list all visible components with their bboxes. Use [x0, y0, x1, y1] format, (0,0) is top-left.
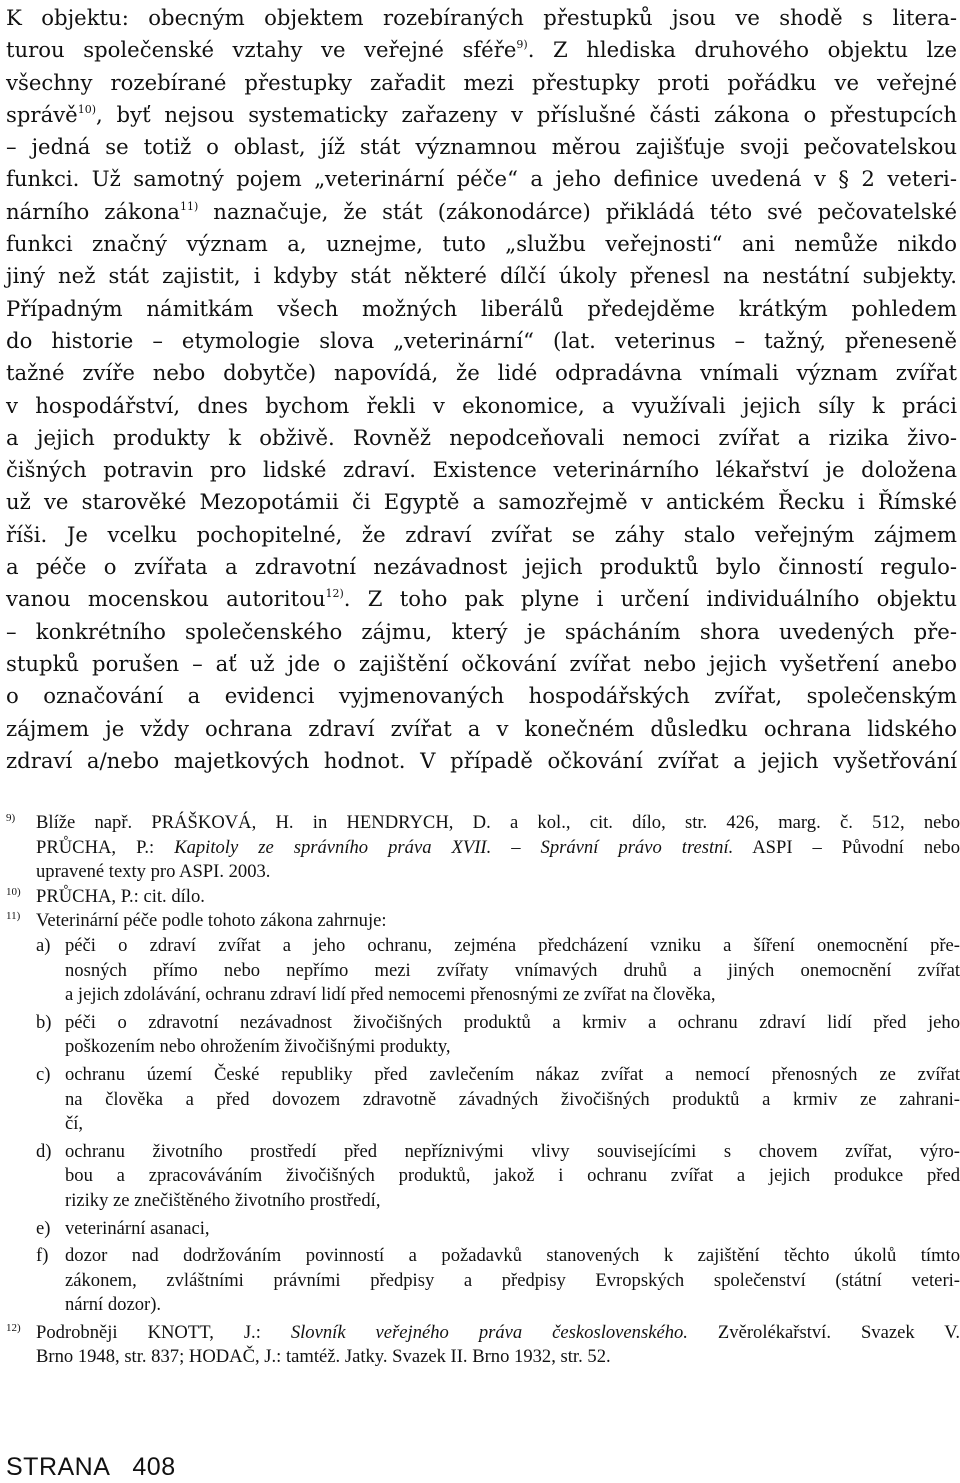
page-footer: [6, 1452, 176, 1482]
body-line: funkci. Už samotný pojem „veterinární péče“ a jeho definice uvedená v § 2 veteri-: [6, 166, 957, 192]
list-item-line: a jejich zdolávání, ochranu zdraví lidí před nemocemi přenosnými ze zvířat na člověka,: [65, 984, 716, 1006]
footnote-number: 11): [6, 910, 21, 923]
list-item-label: a): [36, 934, 51, 956]
body-line: v hospodářství, dnes bychom řekli v ekonomice, a využívali jejich síly k práci: [6, 392, 957, 418]
page-label: STRANA: [6, 1453, 111, 1481]
list-item-line: dozor nad dodržováním povinností a požadavků stanovených k zajištění těchto úkolů tímto: [65, 1245, 960, 1267]
list-item: [36, 1244, 960, 1318]
body-line: tažné zvíře nebo dobytče) napovídá, že lidé odpradávna vnímali význam zvířat: [6, 360, 957, 386]
body-line: jiný než stát zajistit, i kdyby stát některé dílčí úkoly přenesl na nestátní subjekty.: [6, 263, 957, 289]
list-item: [36, 934, 960, 1008]
footnote-9: [6, 811, 960, 885]
cited-title: Kapitoly ze správního práva XVII. – Správní právo trestní.: [174, 836, 734, 858]
body-line: zdraví a/nebo majetkových hodnot. V případě očkování zvířat a jejich vyšetřování: [6, 747, 957, 773]
list-item-line: ochranu životního prostředí před nepříznivými vlivy souvisejícími s chovem zvířat, výro-: [65, 1140, 960, 1162]
list-item-label: d): [36, 1140, 52, 1162]
body-line: K objektu: obecným objektem rozebíraných přestupků jsou ve shodě s litera-: [6, 5, 957, 30]
body-line: turou společenské vztahy ve veřejné sféře$^{9)}$. Z hlediska druhového objektu lze: [6, 37, 957, 63]
footnote-number: 9): [6, 812, 16, 824]
footnote-line: PRŮCHA, P.: Kapitoly ze správního práva XVII. – Správní právo trestní. ASPI – Původní nebo: [36, 836, 960, 858]
body-line: a péče o zvířata a zdravotní nezávadnost jejich produktů bylo činností regulo-: [6, 554, 957, 580]
list-item: [36, 1217, 960, 1242]
footnote-12: [6, 1321, 960, 1370]
list-item-line: péči o zdraví zvířat a jeho ochranu, zejména předcházení vzniku a šíření onemocnění pře-: [65, 934, 960, 956]
footnote-11: [6, 909, 960, 1318]
list-item-line: bou a zpracováváním živočišných produktů, jakož i ochranu zvířat a jejich produkce před: [65, 1165, 960, 1187]
body-line: všechny rozebírané přestupky zařadit mezi přestupky proti pořádku ve veřejné: [6, 69, 957, 95]
body-line: – konkrétního společenského zájmu, který je spácháním shora uvedených pře-: [6, 618, 957, 644]
list-item-line: veterinární asanaci,: [65, 1217, 210, 1239]
body-line: zájmem je vždy ochrana zdraví zvířat a v konečném důsledku ochrana lidského: [6, 715, 957, 741]
page-number: 408: [132, 1453, 176, 1481]
body-line: o označování a evidenci vyjmenovaných hospodářských zvířat, společenským: [6, 683, 957, 709]
footnote-ref-10[interactable]: 10): [77, 102, 97, 116]
footnote-line: Veterinární péče podle tohoto zákona zahrnuje:: [36, 910, 387, 932]
list-item: [36, 1140, 960, 1214]
footnote-line: upravené texty pro ASPI. 2003.: [36, 861, 271, 883]
list-item-line: zákonem, zvláštními právními předpisy a předpisy Evropských společenství (státní veteri-: [65, 1269, 960, 1291]
list-item-line: péči o zdravotní nezávadnost živočišných produktů a krmiv a ochranu zdraví lidí před jeho: [65, 1011, 960, 1033]
list-item-line: nární dozor).: [65, 1294, 162, 1316]
body-line: už ve starověké Mezopotámii či Egyptě a samozřejmě v antickém Řecku i Římské: [6, 489, 957, 515]
list-item-label: c): [36, 1063, 51, 1085]
body-line: Případným námitkám všech možných liberálů předejděme krátkým pohledem: [6, 295, 957, 321]
list-item-line: čí,: [65, 1113, 84, 1135]
footnote-ref-11[interactable]: 11): [179, 199, 199, 213]
list-item-line: na člověka a před dovozem zdravotně závadných živočišných produktů a krmiv ze zahrani-: [65, 1088, 960, 1110]
body-line: říši. Je vcelku pochopitelné, že zdraví zvířat se záhy stalo veřejným zájmem: [6, 521, 957, 547]
body-line: funkci značný význam a, uznejme, tuto „službu veřejnosti“ ani nemůže nikdo: [6, 231, 957, 257]
footnote-number: 10): [6, 885, 21, 898]
footnotes: [6, 811, 960, 1370]
footnote-10: [6, 885, 960, 910]
list-item-label: e): [36, 1217, 51, 1239]
footnote-ref-12[interactable]: 12): [325, 587, 344, 601]
footnote-line: PRŮCHA, P.: cit. dílo.: [36, 885, 205, 907]
footnote-number: 12): [6, 1321, 21, 1334]
body-line: a jejich produkty k obživě. Rovněž nepodceňovali nemoci zvířat a rizika živo-: [6, 424, 957, 450]
list-item-label: f): [36, 1245, 49, 1267]
list-item-line: nosných přímo nebo nepřímo mezi zvířaty vnímavých druhů a jiných onemocnění zvířat: [65, 959, 960, 981]
body-line: stupků porušen – ať už jde o zajištění očkování zvířat nebo jejich vyšetření anebo: [6, 650, 957, 676]
footnote-line: Brno 1948, str. 837; HODAČ, J.: tamtéž. Jatky. Svazek II. Brno 1932, str. 52.: [36, 1346, 611, 1368]
list-item-line: poškozením nebo ohrožením živočišnými produkty,: [65, 1036, 451, 1058]
list-item-label: b): [36, 1011, 52, 1033]
list-item: [36, 1063, 960, 1137]
body-line: správě$^{10)}$, byť nejsou systematicky zařazeny v příslušné části zákona o přestupcích: [6, 101, 957, 127]
footnote-line: Blíže např. PRÁŠKOVÁ, H. in HENDRYCH, D. a kol., cit. dílo, str. 426, marg. č. 512, nebo: [36, 812, 960, 833]
body-line: vanou mocenskou autoritou$^{12)}$. Z toho pak plyne i určení individuálního objektu: [6, 586, 957, 612]
list-item-line: riziky ze znečištěného životního prostředí,: [65, 1189, 381, 1211]
list-item: [36, 1011, 960, 1060]
body-line: do historie – etymologie slova „veterinární“ (lat. veterinus – tažný, přeneseně: [6, 327, 957, 353]
main-paragraph: [6, 2, 957, 777]
body-line: – jedná se totiž o oblast, jíž stát významnou měrou zajišťuje svoji pečovatelskou: [6, 134, 957, 160]
body-line: nárního zákona$^{11)}$ naznačuje, že stát (zákonodárce) přikládá této své pečovatelské: [6, 198, 957, 224]
cited-title: Slovník veřejného práva československého.: [290, 1321, 688, 1343]
footnote-ref-9[interactable]: 9): [516, 38, 528, 52]
footnote-line: Podrobněji KNOTT, J.: Slovník veřejného práva československého. Zvěrolékařství. Svazek V.: [36, 1321, 960, 1343]
list-item-line: ochranu území České republiky před zavlečením nákaz zvířat a nemocí přenosných ze zvířat: [65, 1063, 960, 1085]
body-line: čišných potravin pro lidské zdraví. Existence veterinárního lékařství je doložena: [6, 457, 957, 483]
